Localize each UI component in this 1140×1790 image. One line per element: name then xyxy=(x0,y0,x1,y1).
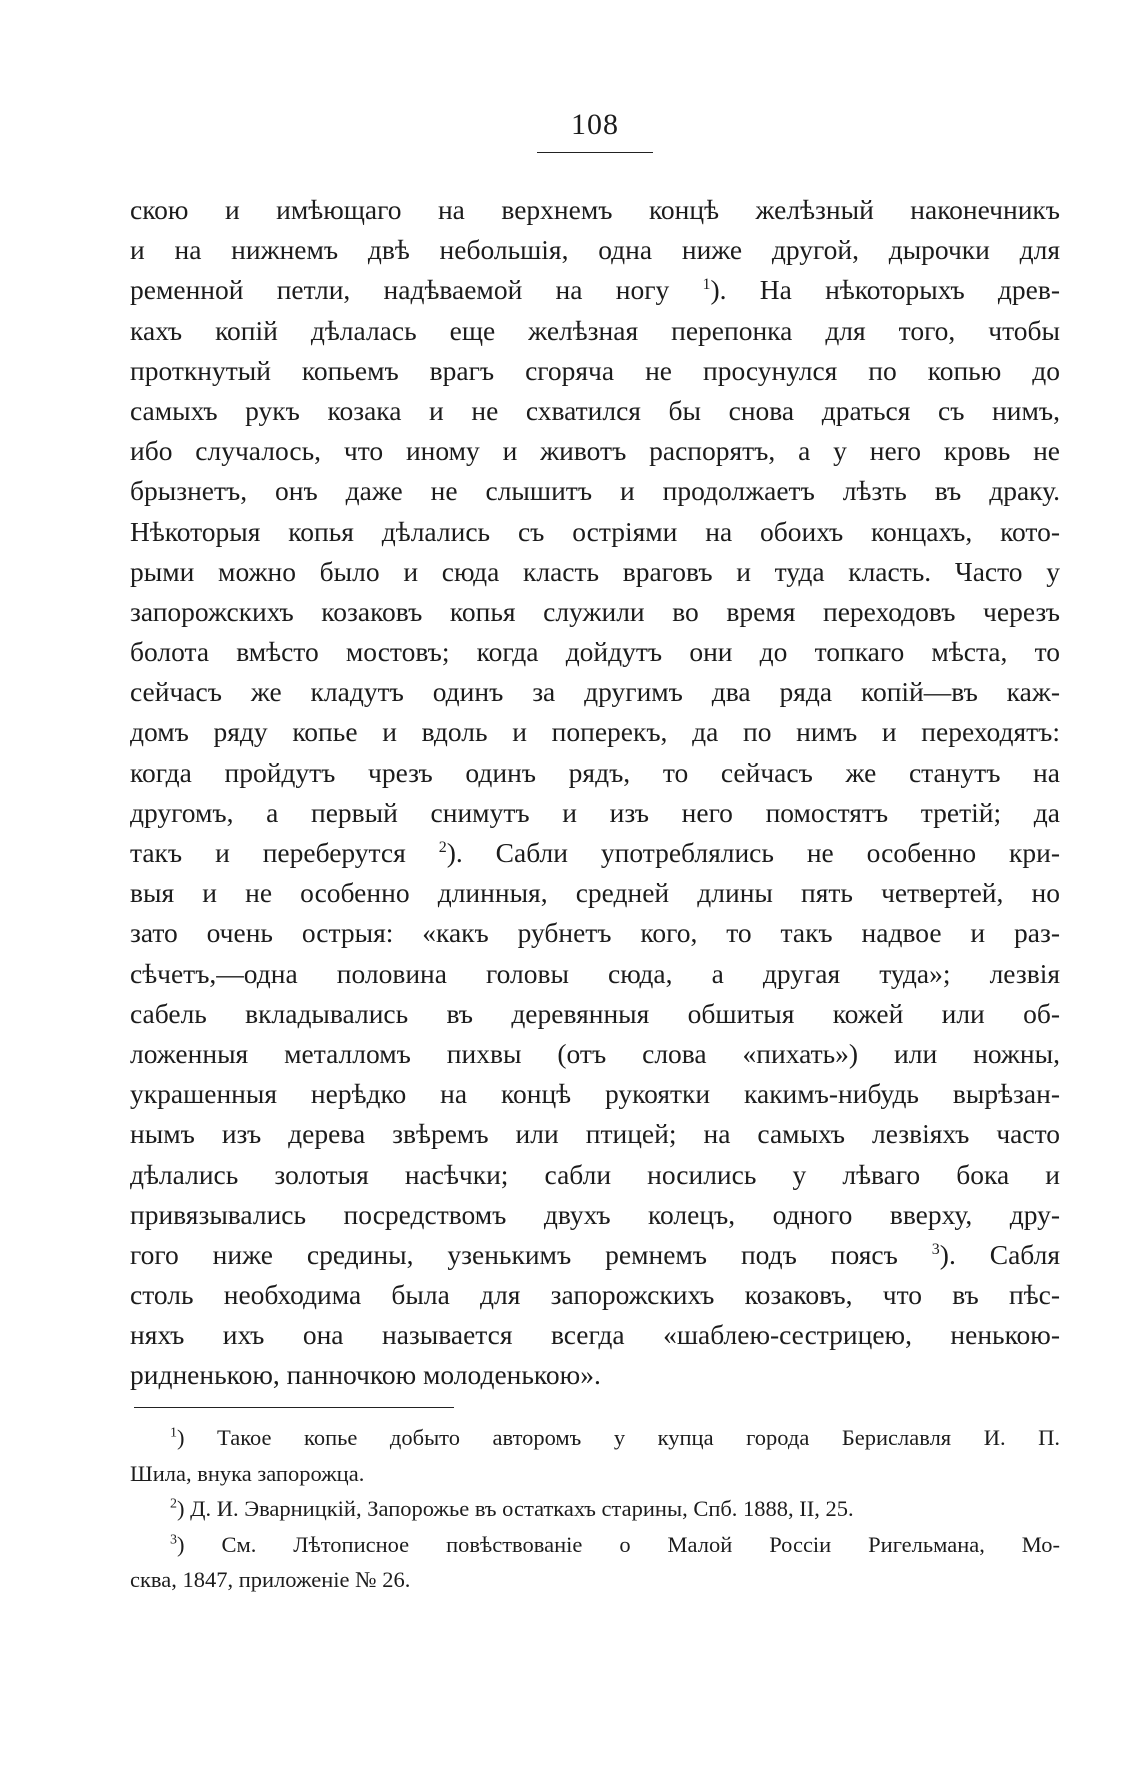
body-line: сейчасъ же кладутъ одинъ за другимъ два ряда копій—въ каж- xyxy=(130,676,1060,708)
footnotes xyxy=(130,1420,1060,1598)
body-line: сабель вкладывались въ деревянныя обшитыя кожей или об- xyxy=(130,997,1060,1029)
page-number: 108 xyxy=(571,108,619,141)
footnote-3: $^3$) См. Лѣтописное повѣствованіе о Малой Россіи Ригельмана, Мо- xyxy=(170,1531,1060,1557)
body-line: няхъ ихъ она называется всегда «шаблею-сестрицею, ненькою- xyxy=(130,1319,1060,1351)
footnote-marker: 1 xyxy=(170,1425,177,1441)
body-line: болота вмѣсто мостовъ; когда дойдутъ они до топкаго мѣста, то xyxy=(130,636,1060,668)
body-line: ложенныя металломъ пихвы (отъ слова «пихать») или ножны, xyxy=(130,1037,1060,1069)
footnote-ref-1[interactable]: 1 xyxy=(702,276,711,294)
footnote-marker: 3 xyxy=(170,1532,177,1548)
footnote-marker: 2 xyxy=(170,1496,177,1512)
footnote-rule xyxy=(134,1407,454,1408)
footnote-3-cont: сква, 1847, приложеніе № 26. xyxy=(130,1567,411,1593)
body-line: рыми можно было и сюда класть враговъ и туда класть. Часто у xyxy=(130,555,1060,587)
body-line: кахъ копій дѣлалась еще желѣзная перепонка для того, чтобы xyxy=(130,314,1060,346)
body-text xyxy=(130,190,1060,1396)
body-line: самыхъ рукъ козака и не схватился бы снова драться съ нимъ, xyxy=(130,394,1060,426)
body-line: выя и не особенно длинныя, средней длины пять четвертей, но xyxy=(130,877,1060,909)
body-line: нымъ изъ дерева звѣремъ или птицей; на самыхъ лезвіяхъ часто xyxy=(130,1118,1060,1150)
footnote-ref-2[interactable]: 2 xyxy=(438,838,447,856)
body-line: брызнетъ, онъ даже не слышитъ и продолжаетъ лѣзть въ драку. xyxy=(130,475,1060,507)
body-line: дѣлались золотыя насѣчки; сабли носились у лѣваго бока и xyxy=(130,1158,1060,1190)
body-line: ременной петли, надѣваемой на ногу $^1$). На нѣкоторыхъ древ- xyxy=(130,274,1060,306)
footnote-1-cont: Шила, внука запорожца. xyxy=(130,1460,365,1486)
body-line: домъ ряду копье и вдоль и поперекъ, да по нимъ и переходятъ: xyxy=(130,716,1060,748)
body-line: столь необходима была для запорожскихъ козаковъ, что въ пѣс- xyxy=(130,1279,1060,1311)
body-line: другомъ, а первый снимутъ и изъ него помостятъ третій; да xyxy=(130,796,1060,828)
body-line: гого ниже средины, узенькимъ ремнемъ подъ поясъ $^3$). Сабля xyxy=(130,1238,1060,1270)
body-line: зато очень острыя: «какъ рубнетъ кого, то такъ надвое и раз- xyxy=(130,917,1060,949)
body-line: сѣчетъ,—одна половина головы сюда, а другая туда»; лезвія xyxy=(130,957,1060,989)
body-line: Нѣкоторыя копья дѣлались съ остріями на обоихъ концахъ, кото- xyxy=(130,515,1060,547)
footnote-ref-3[interactable]: 3 xyxy=(931,1240,940,1258)
page-number-rule xyxy=(537,152,653,153)
body-line: такъ и переберутся $^2$). Сабли употреблялись не особенно кри- xyxy=(130,837,1060,868)
body-line: и на нижнемъ двѣ небольшія, одна ниже другой, дырочки для xyxy=(130,234,1060,266)
body-line: ибо случалось, что иному и животъ распорятъ, а у него кровь не xyxy=(130,435,1060,467)
body-line: когда пройдутъ чрезъ одинъ рядъ, то сейчасъ же станутъ на xyxy=(130,756,1060,788)
footnote-1: $^1$) Такое копье добыто авторомъ у купца города Бериславля И. П. xyxy=(170,1425,1060,1450)
body-line: украшенныя нерѣдко на концѣ рукоятки какимъ-нибудь вырѣзан- xyxy=(130,1078,1060,1110)
body-line: ридненькою, панночкою молоденькою». xyxy=(130,1359,601,1391)
body-line: скою и имѣющаго на верхнемъ концѣ желѣзный наконечникъ xyxy=(130,194,1060,225)
body-line: привязывались посредствомъ двухъ колецъ, одного вверху, дру- xyxy=(130,1198,1060,1230)
body-line: проткнутый копьемъ врагъ сгоряча не просунулся по копью до xyxy=(130,354,1060,386)
body-line: запорожскихъ козаковъ копья служили во время переходовъ черезъ xyxy=(130,595,1060,627)
footnote-2: $^2$) Д. И. Эварницкій, Запорожье въ остаткахъ старины, Спб. 1888, II, 25. xyxy=(170,1496,854,1522)
